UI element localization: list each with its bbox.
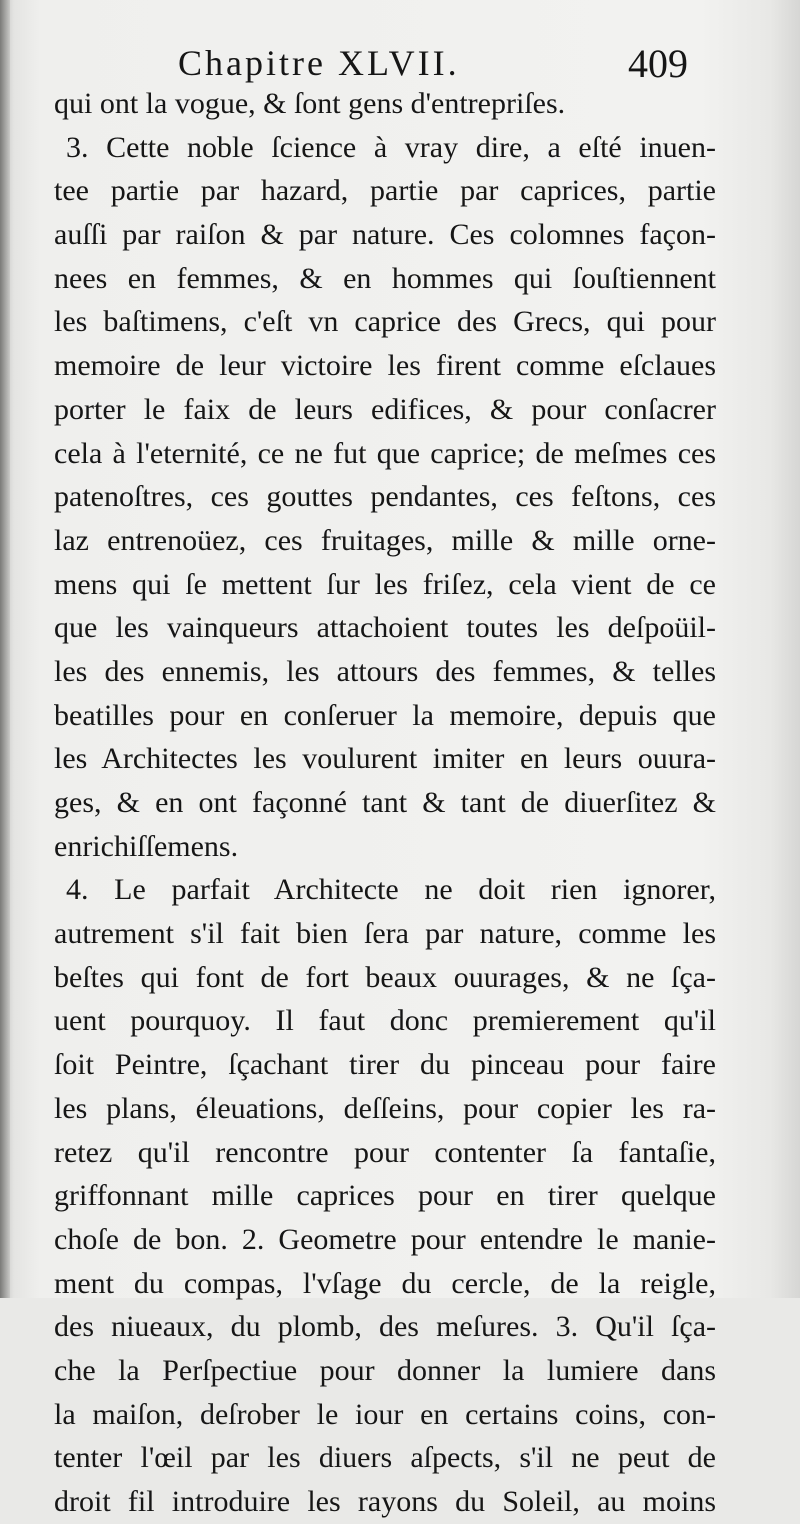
text-line: droit fil introduire les rayons du Soleil, au moins bbox=[54, 1485, 716, 1518]
text-line: ment du compas, l'vſage du cercle, de la reigle, bbox=[54, 1266, 716, 1300]
text-line: laz entrenoüez, ces fruitages, mille & mille orne- bbox=[54, 523, 716, 557]
text-line: griffonnant mille caprices pour en tirer quelque bbox=[54, 1179, 716, 1213]
text-line: ges, & en ont façonné tant & tant de diuerſitez & bbox=[54, 786, 716, 819]
text-line: 4. Le parfait Architecte ne doit rien ignorer, bbox=[66, 873, 716, 907]
running-title: Chapitre XLVII. bbox=[178, 43, 460, 83]
text-line: tenter l'œil par les diuers aſpects, s'il ne peut de bbox=[54, 1441, 716, 1475]
body-text bbox=[54, 82, 716, 1524]
text-line: tee partie par hazard, partie par caprices, partie bbox=[54, 174, 716, 208]
text-line: cela à l'eternité, ce ne fut que caprice; de meſmes ces bbox=[54, 436, 716, 470]
text-line: mens qui ſe mettent ſur les friſez, cela vient de ce bbox=[54, 567, 716, 601]
text-line: les des ennemis, les attours des femmes, & telles bbox=[54, 654, 716, 688]
text-line: patenoſtres, ces gouttes pendantes, ces feſtons, ces bbox=[54, 480, 716, 514]
text-line: les Architectes les voulurent imiter en leurs ouura- bbox=[54, 742, 716, 776]
text-line: uent pourquoy. Il faut donc premierement qu'il bbox=[54, 1004, 716, 1038]
text-line: choſe de bon. 2. Geometre pour entendre le manie- bbox=[54, 1222, 716, 1256]
text-line: auſſi par raiſon & par nature. Ces colomnes façon- bbox=[54, 218, 716, 252]
text-line: des niueaux, du plomb, des meſures. 3. Qu'il ſça- bbox=[54, 1310, 716, 1344]
text-line: che la Perſpectiue pour donner la lumiere dans bbox=[54, 1353, 716, 1387]
text-line: nees en femmes, & en hommes qui ſouſtiennent bbox=[54, 261, 716, 295]
text-line: 3. Cette noble ſcience à vray dire, a eſté inuen- bbox=[66, 130, 716, 164]
text-line: les plans, éleuations, deſſeins, pour copier les ra- bbox=[54, 1091, 716, 1125]
text-line: la maiſon, deſrober le iour en certains coins, con- bbox=[54, 1397, 716, 1431]
text-line: les baſtimens, c'eſt vn caprice des Grecs, qui pour bbox=[54, 305, 716, 339]
text-line: retez qu'il rencontre pour contenter ſa fantaſie, bbox=[54, 1135, 716, 1169]
text-line: porter le faix de leurs edifices, & pour conſacrer bbox=[54, 392, 716, 426]
text-line: ſoit Peintre, ſçachant tirer du pinceau pour faire bbox=[54, 1048, 716, 1082]
text-line: que les vainqueurs attachoient toutes les deſpoüil- bbox=[54, 611, 716, 645]
page-number: 409 bbox=[628, 41, 688, 86]
text-line: memoire de leur victoire les firent comme eſclaues bbox=[54, 349, 716, 383]
text-line: autrement s'il fait bien ſera par nature, comme les bbox=[54, 917, 716, 951]
text-line: qui ont la vogue, & ſont gens d'entrepriſes. bbox=[54, 87, 566, 120]
text-line: beatilles pour en conſeruer la memoire, depuis que bbox=[54, 698, 716, 732]
text-line: beſtes qui font de fort beaux ouurages, & ne ſça- bbox=[54, 960, 716, 994]
text-line: enrichiſſemens. bbox=[54, 829, 239, 863]
binding-edge bbox=[0, 0, 10, 1298]
